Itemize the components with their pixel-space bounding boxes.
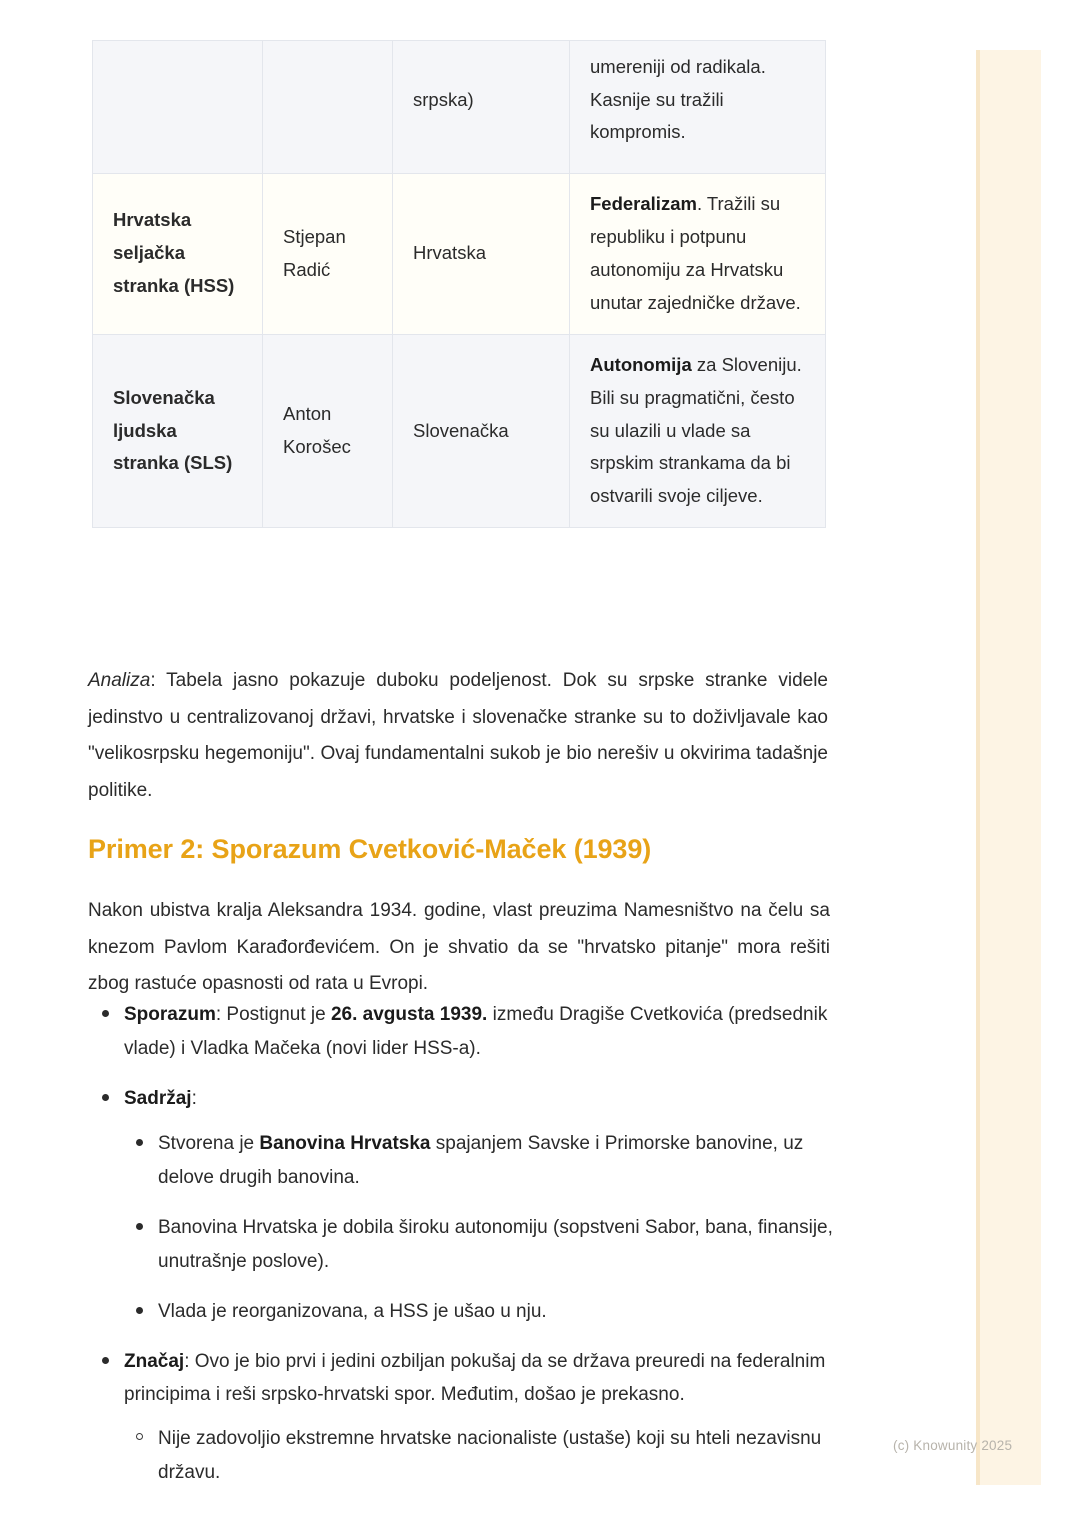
cell-leader: Stjepan Radić bbox=[263, 174, 393, 335]
cell-nation: Slovenačka bbox=[393, 334, 570, 528]
sub-post: spajanjem Savske i Primorske banovine, uz delove drugih banovina. bbox=[158, 1133, 804, 1189]
znacaj-label: Značaj bbox=[124, 1350, 185, 1372]
stance-rest: za Sloveniju. Bili su pragmatični, često su ulazili u vlade sa srpskim strankama da bi ostvarili svoje ciljeve. bbox=[590, 353, 802, 507]
stance-text: umereniji od radikala. Kasnije su tražili kompromis. bbox=[590, 55, 766, 143]
cell-party-name: Slovenačka ljudska stranka (SLS) bbox=[93, 334, 263, 528]
sadrzaj-label: Sadržaj bbox=[124, 1087, 192, 1109]
nation-text: srpska) bbox=[413, 88, 474, 110]
cell-party-name bbox=[93, 41, 263, 174]
cell-leader bbox=[263, 41, 393, 174]
znacaj-text: : Ovo je bio prvi i jedini ozbiljan pokušaj da se država preuredi na federalnim principima i reši srpsko-hrvatski spor. Međutim, došao je prekasno. bbox=[124, 1350, 826, 1406]
section-heading: Primer 2: Sporazum Cvetković-Maček (1939) bbox=[88, 834, 652, 865]
znacaj-sub-list bbox=[124, 1422, 848, 1490]
cell-nation bbox=[393, 41, 570, 174]
cell-stance bbox=[570, 174, 826, 335]
analysis-separator: : bbox=[150, 670, 167, 691]
intro-paragraph: Nakon ubistva kralja Aleksandra 1934. godine, vlast preuzima Namesništvo na čelu sa knezom Pavlom Karađorđevićem. On je shvatio da se "hrvatsko pitanje" mora rešiti zbog rastuće opasnosti od rata u Evropi. bbox=[88, 900, 830, 995]
sadrzaj-colon: : bbox=[191, 1087, 197, 1109]
list-item-sporazum bbox=[88, 998, 848, 1066]
sub-pre: Banovina Hrvatska je dobila široku autonomiju (sopstveni Sabor, bana, finansije, unutrašnje poslove). bbox=[158, 1217, 833, 1272]
stance-keyword: Autonomija bbox=[590, 353, 692, 375]
bullet-dot-icon bbox=[102, 1357, 109, 1364]
table-row bbox=[93, 174, 826, 335]
sporazum-label: Sporazum bbox=[124, 1004, 216, 1025]
bullet-dot-icon bbox=[136, 1139, 143, 1146]
analysis-paragraph bbox=[88, 663, 828, 810]
cell-stance bbox=[570, 41, 826, 174]
list-item bbox=[124, 1127, 848, 1195]
content-bullet-list bbox=[88, 998, 848, 1506]
sub-pre: Vlada je reorganizovana, a HSS je ušao u nju. bbox=[158, 1300, 547, 1322]
political-parties-table bbox=[92, 40, 826, 528]
list-item-sadrzaj bbox=[88, 1082, 848, 1329]
decorative-right-strip bbox=[976, 50, 1041, 1485]
stance-rest: . Tražili su republiku i potpunu autonomiju za Hrvatsku unutar zajedničke države. bbox=[590, 193, 801, 313]
bullet-dot-icon bbox=[102, 1094, 109, 1101]
list-item-znacaj bbox=[88, 1345, 848, 1490]
analysis-text: Tabela jasno pokazuje duboku podeljenost. Dok su srpske stranke videle jedinstvo u centralizovanoj državi, hrvatske i slovenačke stranke su to doživljavale kao "velikosrpsku hegemoniju". Ovaj fundamentalni sukob je bio nerešiv u okvirima tadašnje politike. bbox=[88, 670, 829, 801]
bullet-circle-icon bbox=[136, 1433, 143, 1440]
cell-nation: Hrvatska bbox=[393, 174, 570, 335]
list-item bbox=[124, 1211, 848, 1279]
cell-leader: Anton Korošec bbox=[263, 334, 393, 528]
bullet-dot-icon bbox=[136, 1223, 143, 1230]
watermark: (c) Knowunity 2025 bbox=[893, 1438, 1013, 1453]
bullet-dot-icon bbox=[136, 1307, 143, 1314]
table-row bbox=[93, 334, 826, 528]
table-row bbox=[93, 41, 826, 174]
cell-stance bbox=[570, 334, 826, 528]
list-item bbox=[124, 1295, 848, 1329]
list-item bbox=[124, 1422, 848, 1490]
stance-keyword: Federalizam bbox=[590, 193, 697, 214]
cell-party-name: Hrvatska seljačka stranka (HSS) bbox=[93, 174, 263, 335]
bullet-dot-icon bbox=[102, 1010, 109, 1017]
sub-bold: Banovina Hrvatska bbox=[259, 1133, 431, 1155]
sub-pre: Stvorena je bbox=[158, 1133, 260, 1155]
sadrzaj-sub-list bbox=[124, 1127, 848, 1328]
sub-text: Nije zadovoljio ekstremne hrvatske nacionaliste (ustaše) koji su hteli nezavisnu državu. bbox=[158, 1428, 822, 1483]
sporazum-part1: : Postignut je bbox=[215, 1004, 331, 1025]
sporazum-date: 26. avgusta 1939. bbox=[330, 1004, 488, 1025]
sporazum-part2: između Dragiše Cvetkovića (predsednik vlade) i Vladka Mačeka (novi lider HSS-a). bbox=[124, 1004, 828, 1059]
analysis-label: Analiza bbox=[88, 670, 151, 691]
